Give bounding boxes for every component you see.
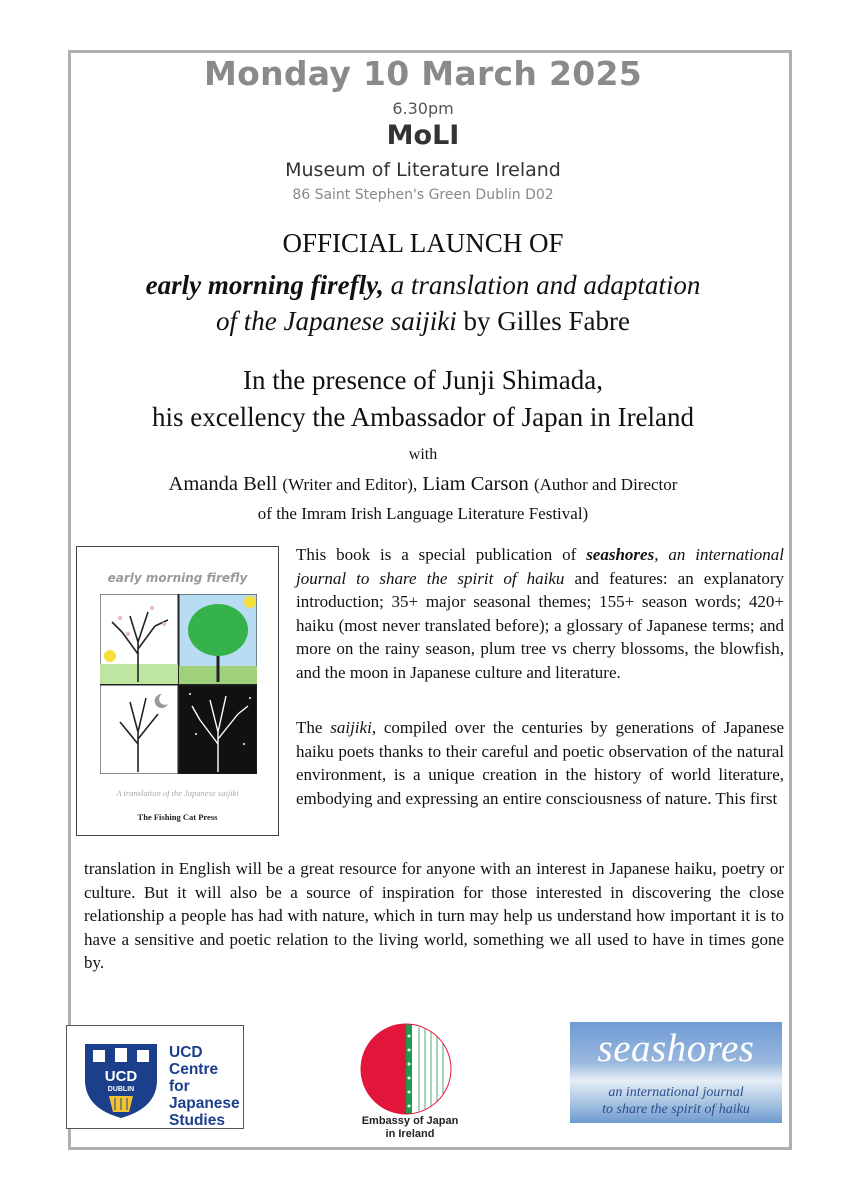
p1-journal-name: seashores bbox=[586, 545, 655, 564]
ucd-centre-name bbox=[169, 1044, 243, 1129]
ucd-crest-text: UCD bbox=[104, 1068, 138, 1085]
guest-2-role-2: of the Imram Irish Language Literature Festival) bbox=[257, 504, 589, 523]
ucd-crest-icon bbox=[81, 1040, 161, 1120]
book-author: by Gilles Fabre bbox=[463, 306, 630, 336]
p1-text-a: This book is a special publication of bbox=[296, 545, 577, 564]
ucd-line-4: Studies bbox=[169, 1112, 225, 1129]
guests-block bbox=[0, 470, 846, 528]
p1-text-c: and features: an explanatory introduction; 35+ major seasonal themes; 155+ season words; 420+ haiku (most never translated before); a glossary of Japanese terms; and more on the rainy season, plum tree vs cherry blossoms, the blowfish, and the moon in Japanese culture and literature. bbox=[296, 568, 785, 682]
cover-tree-illustration bbox=[100, 594, 257, 774]
launch-heading: OFFICIAL LAUNCH OF bbox=[282, 228, 564, 258]
description-paragraph-2-continued: translation in English will be a great resource for anyone with an interest in Japanese haiku, poetry or culture. But it will also be a source of inspiration for those interested in discovering the close relationship a people has had with nature, which in turn may help us understand how important it is to have a sensitive and poetic relation to the living world, something we all used to have in times gone by. bbox=[84, 859, 784, 973]
book-description-2: of the Japanese saijiki bbox=[216, 306, 457, 336]
ucd-crest-dublin: DUBLIN bbox=[107, 1086, 135, 1093]
cover-subtitle: A translation of the Japanese saijiki bbox=[116, 788, 239, 798]
seashores-sub-2: to share the spirit of haiku bbox=[602, 1102, 750, 1117]
presence-line-1: In the presence of Junji Shimada, bbox=[243, 365, 603, 395]
event-date: Monday 10 March 2025 bbox=[203, 54, 643, 93]
book-title-block bbox=[0, 267, 846, 339]
seashores-subtitle bbox=[570, 1084, 782, 1118]
guest-1-role: (Writer and Editor), bbox=[282, 475, 418, 494]
venue-address: 86 Saint Stephen's Green Dublin D02 bbox=[292, 187, 554, 203]
with-label: with bbox=[408, 446, 438, 463]
p1-journal-tagline: , an international journal to share the spirit of haiku bbox=[296, 545, 785, 588]
guest-2-role-1: (Author and Director bbox=[533, 475, 678, 494]
ucd-line-2: Centre for bbox=[169, 1061, 219, 1095]
description-paragraph-2 bbox=[296, 716, 784, 810]
guest-1-name: Amanda Bell bbox=[168, 473, 278, 495]
book-title: early morning firefly, bbox=[145, 270, 384, 300]
ucd-logo bbox=[66, 1025, 244, 1129]
embassy-name bbox=[340, 1115, 480, 1141]
p2-text-a: , compiled over the centuries by generations of Japanese haiku poets thanks to their careful and poetic observation of the natural environment, is a unique creation in the history of world literature, embodying and expressing an entire consciousness of nature. This first bbox=[296, 718, 785, 808]
event-time: 6.30pm bbox=[392, 99, 454, 118]
cover-publisher: The Fishing Cat Press bbox=[137, 812, 218, 822]
description-paragraph-1 bbox=[296, 543, 784, 685]
p2-saijiki: saijiki bbox=[330, 718, 372, 737]
ucd-line-3: Japanese bbox=[169, 1095, 240, 1112]
p2-the: The bbox=[296, 718, 323, 737]
embassy-line-1: Embassy of Japan bbox=[361, 1115, 459, 1127]
cover-title: early morning firefly bbox=[107, 571, 248, 585]
embassy-emblem-icon bbox=[359, 1022, 453, 1116]
embassy-line-2: in Ireland bbox=[385, 1128, 435, 1140]
seashores-sub-1: an international journal bbox=[608, 1085, 744, 1100]
guest-2-name: Liam Carson bbox=[422, 473, 529, 495]
seashores-title: seashores bbox=[597, 1027, 755, 1070]
venue-short: MoLI bbox=[386, 120, 460, 151]
book-description-1: a translation and adaptation bbox=[390, 270, 701, 300]
book-cover-image bbox=[76, 546, 279, 836]
venue-full: Museum of Literature Ireland bbox=[285, 159, 561, 181]
ucd-line-1: UCD bbox=[169, 1044, 203, 1061]
presence-line-2: his excellency the Ambassador of Japan in Ireland bbox=[151, 402, 695, 432]
presence-block bbox=[0, 362, 846, 436]
seashores-logo bbox=[570, 1022, 782, 1123]
